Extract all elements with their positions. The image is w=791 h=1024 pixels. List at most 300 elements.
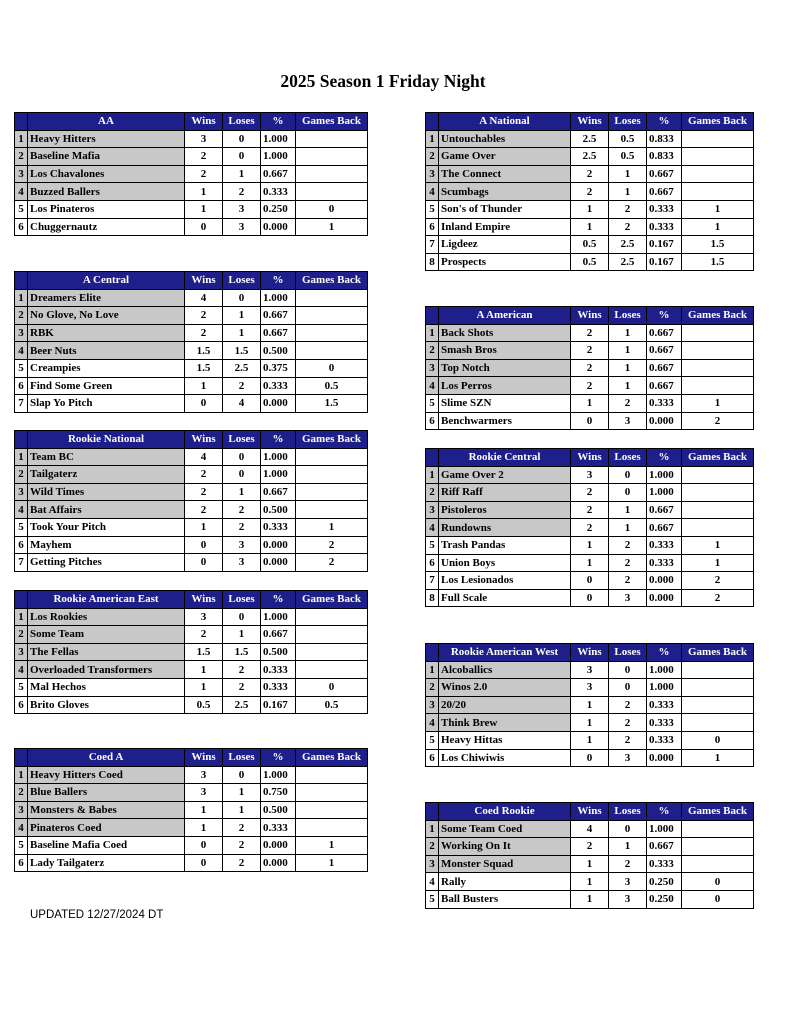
- rank-cell: 6: [15, 536, 28, 554]
- games-back-cell: 1: [296, 218, 368, 236]
- header-games-back: Games Back: [296, 272, 368, 290]
- loses-cell: 2: [223, 518, 261, 536]
- pct-cell: 0.167: [261, 696, 296, 714]
- loses-cell: 0: [609, 466, 647, 484]
- games-back-cell: 1: [296, 836, 368, 854]
- table-row: [15, 148, 368, 166]
- wins-cell: 2: [571, 324, 609, 342]
- rank-cell: 5: [426, 890, 439, 908]
- games-back-cell: [682, 501, 754, 519]
- team-name-cell: Heavy Hittas: [439, 731, 571, 749]
- wins-cell: 2: [571, 838, 609, 856]
- standings-table-rookie-american-east: [14, 590, 368, 714]
- rank-cell: 4: [426, 183, 439, 201]
- table-row: [15, 678, 368, 696]
- division-name: Rookie National: [28, 431, 185, 449]
- team-name-cell: Monsters & Babes: [28, 801, 185, 819]
- pct-cell: 0.333: [647, 200, 682, 218]
- pct-cell: 0.000: [647, 412, 682, 430]
- games-back-cell: [296, 183, 368, 201]
- table-row: [426, 148, 754, 166]
- team-name-cell: Los Perros: [439, 377, 571, 395]
- games-back-cell: [682, 714, 754, 732]
- team-name-cell: Heavy Hitters: [28, 130, 185, 148]
- table-row: [426, 236, 754, 254]
- loses-cell: 1: [609, 359, 647, 377]
- table-row: [426, 855, 754, 873]
- wins-cell: 1: [185, 377, 223, 395]
- pct-cell: 0.333: [261, 377, 296, 395]
- team-name-cell: Los Chavalones: [28, 165, 185, 183]
- pct-cell: 0.000: [261, 836, 296, 854]
- table-row: [426, 714, 754, 732]
- table-row: [15, 554, 368, 572]
- loses-cell: 3: [223, 218, 261, 236]
- header-pct: %: [647, 644, 682, 662]
- rank-cell: 5: [426, 731, 439, 749]
- loses-cell: 3: [609, 890, 647, 908]
- pct-cell: 0.000: [647, 572, 682, 590]
- loses-cell: 1: [609, 519, 647, 537]
- loses-cell: 2: [609, 218, 647, 236]
- pct-cell: 1.000: [647, 466, 682, 484]
- team-name-cell: Riff Raff: [439, 484, 571, 502]
- games-back-cell: 1: [682, 394, 754, 412]
- loses-cell: 2: [223, 819, 261, 837]
- loses-cell: 2.5: [609, 253, 647, 271]
- loses-cell: 1: [609, 183, 647, 201]
- header-wins: Wins: [185, 591, 223, 609]
- header-loses: Loses: [223, 113, 261, 131]
- team-name-cell: Prospects: [439, 253, 571, 271]
- wins-cell: 1: [571, 200, 609, 218]
- wins-cell: 2: [185, 165, 223, 183]
- games-back-cell: [682, 696, 754, 714]
- rank-cell: 4: [15, 501, 28, 519]
- header-row: [15, 749, 368, 767]
- rank-cell: 1: [15, 130, 28, 148]
- pct-cell: 0.333: [261, 678, 296, 696]
- loses-cell: 0: [223, 608, 261, 626]
- pct-cell: 1.000: [647, 820, 682, 838]
- wins-cell: 2: [571, 377, 609, 395]
- header-wins: Wins: [571, 644, 609, 662]
- games-back-cell: [296, 324, 368, 342]
- games-back-cell: [296, 801, 368, 819]
- wins-cell: 1: [185, 819, 223, 837]
- header-games-back: Games Back: [682, 449, 754, 467]
- games-back-cell: [682, 165, 754, 183]
- loses-cell: 2: [223, 183, 261, 201]
- team-name-cell: Monster Squad: [439, 855, 571, 873]
- team-name-cell: Untouchables: [439, 130, 571, 148]
- header-wins: Wins: [185, 272, 223, 290]
- header-pct: %: [261, 113, 296, 131]
- rank-cell: 7: [15, 395, 28, 413]
- loses-cell: 1: [609, 342, 647, 360]
- pct-cell: 0.375: [261, 359, 296, 377]
- wins-cell: 0.5: [185, 696, 223, 714]
- games-back-cell: [682, 661, 754, 679]
- table-row: [426, 200, 754, 218]
- wins-cell: 0: [571, 589, 609, 607]
- rank-cell: 4: [426, 714, 439, 732]
- loses-cell: 1: [609, 165, 647, 183]
- rank-cell: 3: [426, 359, 439, 377]
- pct-cell: 0.333: [261, 183, 296, 201]
- rank-cell: 6: [15, 854, 28, 872]
- table-row: [426, 696, 754, 714]
- table-row: [15, 342, 368, 360]
- team-name-cell: Overloaded Transformers: [28, 661, 185, 679]
- team-name-cell: Los Lesionados: [439, 572, 571, 590]
- loses-cell: 1: [223, 483, 261, 501]
- wins-cell: 2: [185, 483, 223, 501]
- games-back-cell: 0: [296, 359, 368, 377]
- division-name: AA: [28, 113, 185, 131]
- division-name: Coed A: [28, 749, 185, 767]
- team-name-cell: Took Your Pitch: [28, 518, 185, 536]
- table-row: [426, 501, 754, 519]
- loses-cell: 1.5: [223, 342, 261, 360]
- pct-cell: 0.000: [647, 589, 682, 607]
- header-wins: Wins: [185, 749, 223, 767]
- wins-cell: 1.5: [185, 342, 223, 360]
- table-row: [426, 572, 754, 590]
- page-title: 2025 Season 1 Friday Night: [280, 71, 486, 91]
- header-rank: [15, 749, 28, 767]
- team-name-cell: Find Some Green: [28, 377, 185, 395]
- header-row: [426, 449, 754, 467]
- team-name-cell: Full Scale: [439, 589, 571, 607]
- header-loses: Loses: [609, 307, 647, 325]
- wins-cell: 4: [185, 448, 223, 466]
- table-row: [426, 589, 754, 607]
- wins-cell: 2: [571, 484, 609, 502]
- loses-cell: 2.5: [609, 236, 647, 254]
- table-row: [426, 165, 754, 183]
- pct-cell: 0.500: [261, 501, 296, 519]
- rank-cell: 5: [426, 536, 439, 554]
- loses-cell: 3: [609, 749, 647, 767]
- wins-cell: 1.5: [185, 643, 223, 661]
- wins-cell: 1: [185, 661, 223, 679]
- loses-cell: 2: [609, 731, 647, 749]
- pct-cell: 0.000: [261, 395, 296, 413]
- table-row: [15, 854, 368, 872]
- wins-cell: 2: [185, 501, 223, 519]
- header-wins: Wins: [185, 431, 223, 449]
- pct-cell: 1.000: [261, 448, 296, 466]
- games-back-cell: [296, 289, 368, 307]
- rank-cell: 6: [426, 749, 439, 767]
- wins-cell: 1: [571, 696, 609, 714]
- wins-cell: 2: [571, 183, 609, 201]
- table-row: [15, 801, 368, 819]
- wins-cell: 1: [185, 678, 223, 696]
- games-back-cell: 2: [296, 554, 368, 572]
- loses-cell: 2: [609, 394, 647, 412]
- games-back-cell: 0.5: [296, 377, 368, 395]
- pct-cell: 1.000: [261, 130, 296, 148]
- rank-cell: 1: [15, 448, 28, 466]
- team-name-cell: The Fellas: [28, 643, 185, 661]
- wins-cell: 2: [185, 148, 223, 166]
- table-row: [426, 820, 754, 838]
- header-games-back: Games Back: [296, 749, 368, 767]
- team-name-cell: Brito Gloves: [28, 696, 185, 714]
- pct-cell: 0.000: [261, 854, 296, 872]
- pct-cell: 0.000: [647, 749, 682, 767]
- loses-cell: 2: [609, 572, 647, 590]
- wins-cell: 0: [571, 412, 609, 430]
- pct-cell: 1.000: [647, 484, 682, 502]
- rank-cell: 3: [426, 501, 439, 519]
- header-rank: [15, 272, 28, 290]
- loses-cell: 2: [609, 536, 647, 554]
- loses-cell: 2: [223, 661, 261, 679]
- wins-cell: 4: [185, 289, 223, 307]
- games-back-cell: [296, 448, 368, 466]
- division-name: A American: [439, 307, 571, 325]
- table-row: [15, 661, 368, 679]
- wins-cell: 2: [571, 359, 609, 377]
- table-row: [15, 359, 368, 377]
- team-name-cell: Wild Times: [28, 483, 185, 501]
- team-name-cell: Son's of Thunder: [439, 200, 571, 218]
- header-row: [426, 803, 754, 821]
- games-back-cell: [682, 484, 754, 502]
- table-row: [426, 679, 754, 697]
- loses-cell: 0: [223, 289, 261, 307]
- team-name-cell: Team BC: [28, 448, 185, 466]
- header-games-back: Games Back: [296, 431, 368, 449]
- pct-cell: 0.000: [261, 218, 296, 236]
- wins-cell: 2: [185, 626, 223, 644]
- pct-cell: 0.667: [647, 359, 682, 377]
- wins-cell: 1.5: [185, 359, 223, 377]
- header-wins: Wins: [185, 113, 223, 131]
- table-row: [15, 448, 368, 466]
- rank-cell: 2: [15, 307, 28, 325]
- table-row: [426, 890, 754, 908]
- team-name-cell: Buzzed Ballers: [28, 183, 185, 201]
- wins-cell: 1: [571, 536, 609, 554]
- rank-cell: 5: [15, 200, 28, 218]
- team-name-cell: Bat Affairs: [28, 501, 185, 519]
- rank-cell: 1: [15, 766, 28, 784]
- loses-cell: 1: [223, 801, 261, 819]
- pct-cell: 1.000: [261, 148, 296, 166]
- rank-cell: 2: [15, 148, 28, 166]
- loses-cell: 0: [223, 448, 261, 466]
- loses-cell: 0: [609, 820, 647, 838]
- header-loses: Loses: [609, 803, 647, 821]
- games-back-cell: 1: [682, 749, 754, 767]
- rank-cell: 6: [426, 554, 439, 572]
- games-back-cell: [296, 766, 368, 784]
- table-row: [15, 483, 368, 501]
- rank-cell: 4: [426, 873, 439, 891]
- loses-cell: 3: [609, 873, 647, 891]
- loses-cell: 2: [609, 696, 647, 714]
- games-back-cell: [296, 165, 368, 183]
- games-back-cell: [296, 626, 368, 644]
- rank-cell: 3: [15, 324, 28, 342]
- table-row: [15, 130, 368, 148]
- loses-cell: 0: [223, 130, 261, 148]
- games-back-cell: 1: [682, 200, 754, 218]
- wins-cell: 0: [185, 218, 223, 236]
- pct-cell: 0.833: [647, 148, 682, 166]
- header-loses: Loses: [609, 644, 647, 662]
- pct-cell: 0.667: [647, 838, 682, 856]
- rank-cell: 2: [426, 148, 439, 166]
- wins-cell: 3: [185, 608, 223, 626]
- pct-cell: 0.667: [647, 377, 682, 395]
- standings-table-rookie-central: [425, 448, 754, 607]
- team-name-cell: No Glove, No Love: [28, 307, 185, 325]
- team-name-cell: Los Chiwiwis: [439, 749, 571, 767]
- table-row: [426, 484, 754, 502]
- loses-cell: 0.5: [609, 148, 647, 166]
- pct-cell: 0.333: [261, 518, 296, 536]
- loses-cell: 1: [223, 324, 261, 342]
- games-back-cell: 0: [682, 731, 754, 749]
- games-back-cell: 0: [296, 200, 368, 218]
- team-name-cell: Creampies: [28, 359, 185, 377]
- team-name-cell: Some Team Coed: [439, 820, 571, 838]
- rank-cell: 1: [426, 324, 439, 342]
- games-back-cell: [296, 307, 368, 325]
- team-name-cell: RBK: [28, 324, 185, 342]
- loses-cell: 3: [609, 589, 647, 607]
- rank-cell: 6: [15, 696, 28, 714]
- team-name-cell: Trash Pandas: [439, 536, 571, 554]
- table-row: [426, 412, 754, 430]
- table-row: [426, 466, 754, 484]
- loses-cell: 2: [609, 200, 647, 218]
- games-back-cell: [296, 661, 368, 679]
- table-row: [15, 608, 368, 626]
- wins-cell: 1: [571, 890, 609, 908]
- header-row: [15, 591, 368, 609]
- team-name-cell: Think Brew: [439, 714, 571, 732]
- header-rank: [426, 307, 439, 325]
- table-row: [426, 359, 754, 377]
- wins-cell: 2: [571, 165, 609, 183]
- team-name-cell: Beer Nuts: [28, 342, 185, 360]
- table-row: [15, 377, 368, 395]
- rank-cell: 6: [15, 218, 28, 236]
- table-row: [15, 501, 368, 519]
- pct-cell: 0.250: [261, 200, 296, 218]
- games-back-cell: [296, 466, 368, 484]
- loses-cell: 0: [609, 679, 647, 697]
- team-name-cell: Rundowns: [439, 519, 571, 537]
- table-row: [426, 554, 754, 572]
- games-back-cell: [296, 784, 368, 802]
- team-name-cell: Ball Busters: [439, 890, 571, 908]
- header-loses: Loses: [223, 749, 261, 767]
- table-row: [426, 253, 754, 271]
- team-name-cell: Heavy Hitters Coed: [28, 766, 185, 784]
- rank-cell: 2: [426, 342, 439, 360]
- wins-cell: 2.5: [571, 130, 609, 148]
- wins-cell: 2: [185, 466, 223, 484]
- header-wins: Wins: [571, 449, 609, 467]
- team-name-cell: Top Notch: [439, 359, 571, 377]
- games-back-cell: [296, 608, 368, 626]
- loses-cell: 2: [609, 554, 647, 572]
- header-pct: %: [261, 272, 296, 290]
- pct-cell: 0.333: [647, 394, 682, 412]
- pct-cell: 0.667: [647, 324, 682, 342]
- rank-cell: 3: [426, 165, 439, 183]
- pct-cell: 0.667: [647, 519, 682, 537]
- header-rank: [426, 803, 439, 821]
- rank-cell: 1: [426, 820, 439, 838]
- team-name-cell: Benchwarmers: [439, 412, 571, 430]
- rank-cell: 2: [426, 679, 439, 697]
- wins-cell: 1: [571, 394, 609, 412]
- wins-cell: 2: [571, 342, 609, 360]
- games-back-cell: [682, 324, 754, 342]
- rank-cell: 7: [15, 554, 28, 572]
- team-name-cell: Slime SZN: [439, 394, 571, 412]
- pct-cell: 0.333: [261, 661, 296, 679]
- team-name-cell: Some Team: [28, 626, 185, 644]
- loses-cell: 2.5: [223, 696, 261, 714]
- table-row: [15, 183, 368, 201]
- pct-cell: 0.333: [647, 554, 682, 572]
- table-row: [15, 395, 368, 413]
- wins-cell: 1: [185, 518, 223, 536]
- table-row: [15, 536, 368, 554]
- rank-cell: 5: [15, 836, 28, 854]
- games-back-cell: [682, 377, 754, 395]
- header-row: [426, 113, 754, 131]
- pct-cell: 0.500: [261, 643, 296, 661]
- division-name: Rookie Central: [439, 449, 571, 467]
- division-name: Coed Rookie: [439, 803, 571, 821]
- header-wins: Wins: [571, 803, 609, 821]
- pct-cell: 0.333: [647, 714, 682, 732]
- rank-cell: 6: [426, 218, 439, 236]
- games-back-cell: 1: [682, 536, 754, 554]
- rank-cell: 5: [426, 394, 439, 412]
- loses-cell: 0: [223, 466, 261, 484]
- wins-cell: 3: [571, 679, 609, 697]
- loses-cell: 4: [223, 395, 261, 413]
- team-name-cell: Lady Tailgaterz: [28, 854, 185, 872]
- rank-cell: 5: [15, 678, 28, 696]
- games-back-cell: [296, 501, 368, 519]
- rank-cell: 4: [15, 183, 28, 201]
- wins-cell: 0: [185, 395, 223, 413]
- pct-cell: 0.667: [647, 501, 682, 519]
- games-back-cell: [682, 342, 754, 360]
- team-name-cell: 20/20: [439, 696, 571, 714]
- team-name-cell: The Connect: [439, 165, 571, 183]
- pct-cell: 0.750: [261, 784, 296, 802]
- pct-cell: 0.167: [647, 253, 682, 271]
- header-row: [15, 272, 368, 290]
- table-row: [426, 536, 754, 554]
- team-name-cell: Slap Yo Pitch: [28, 395, 185, 413]
- games-back-cell: [296, 643, 368, 661]
- team-name-cell: Chuggernautz: [28, 218, 185, 236]
